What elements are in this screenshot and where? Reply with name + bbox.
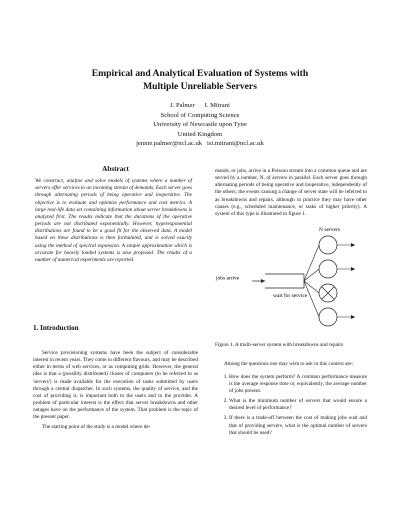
question-1: 1. How does the system perform? A common performance measure is the average response time or, equivalently, the average number of jobs present. [229, 374, 367, 395]
author-emails: jennie.palmer@ncl.ac.uk isi.mitrani@ncl.ac.uk [136, 140, 264, 148]
author-names: J. Palmer I. Mitrani [170, 102, 230, 109]
arrivals-label: jobs arrive [216, 275, 240, 282]
dispatch-line-1 [304, 245, 319, 281]
section-heading-introduction: 1. Introduction [33, 324, 79, 332]
paper-title [40, 68, 360, 93]
affiliation-line-3: United Kingdom [177, 130, 223, 138]
servers-label: N servers [319, 227, 340, 234]
left-column [33, 165, 198, 430]
server-1 [319, 236, 337, 254]
dispatch-line-4 [304, 281, 319, 317]
abstract-text: We construct, analyze and solve models of systems where a number of servers offer services to an incoming stream of demands. Each server goes through alternating periods of being operative and inoperative. The objective is to evaluate and optimize performance and cost metrics. A large real-life data set containing information about server breakdowns is analyzed first. The results indicate that the durations of the operative periods are not distributed exponentially. However, hyperexponential distributions are found to be a good fit for the observed data. A model based on these distributions is then formulated, and is solved exactly using the method of spectral expansion. A simple approximation which is accurate for heavily loaded systems is also proposed. The results of a number of numerical experiments are reported. [35, 178, 192, 263]
figure-1 [215, 224, 367, 340]
intro-paragraph-2: The starting point of the study is a model where de- [42, 423, 151, 430]
output-arrowhead-4 [351, 315, 355, 319]
arrival-arrowhead [261, 279, 265, 283]
introduction-body [33, 350, 198, 431]
multi-server-diagram [215, 224, 367, 340]
question-3: 3. If there is a trade-off between the cost of making jobs wait and that of providing servers, what is the optimal number of servers that should be used? [229, 415, 367, 436]
title-line-1: Empirical and Analytical Evaluation of Systems with [91, 68, 309, 79]
title-line-2: Multiple Unreliable Servers [143, 80, 257, 92]
question-2: 2. What is the minimum number of servers that would ensure a desired level of performance? [229, 398, 367, 412]
continuation-paragraph: mands, or jobs, arrive in a Poisson stream into a common queue and are served by a number, N, of servers in parallel. Each server goes through alternating periods of being operative and inoperative, independently of the others; the events causing a change of server state will be referred to as breakdowns and repairs, although in practice they may have other causes (e.g., scheduled maintenance, or tasks of higher priority). A system of this type is illustrated in figure 1. [215, 168, 367, 217]
output-arrowhead-2 [351, 267, 355, 271]
server-3-broken [319, 284, 337, 302]
server-2 [319, 260, 337, 278]
server-4 [319, 308, 337, 326]
figure-caption: Figure 1. A multi-server system with breakdowns and repairs [215, 342, 344, 349]
affiliation-line-2: University of Newcastle upon Tyne [153, 121, 247, 129]
abstract-heading: Abstract [102, 165, 129, 173]
author-block [60, 101, 340, 149]
questions-intro: Among the questions one may wish to ask in this context are: [224, 361, 354, 368]
questions-list [215, 374, 367, 437]
output-arrowhead-1 [351, 243, 355, 247]
intro-paragraph-1: Service provisioning systems have been the subject of considerable interest in recent years. They come in different flavours, and may be described either in terms of web services, or as computing grids. However, the general idea is that a (possibly distributed) cluster of computers (to be referred to as 'servers') is made available for the execution of tasks submitted by users through a central dispatcher. In such systems, the quality of service, and the cost of providing it, is important both to the users and to the provider. A problem of particular interest is the effect that server breakdowns and other outages have on the performance of the system. That problem is the topic of the present paper. [33, 350, 198, 421]
right-column [215, 168, 367, 440]
affiliation-line-1: School of Computing Science [160, 111, 240, 119]
queue-label: wait for service [273, 293, 308, 300]
